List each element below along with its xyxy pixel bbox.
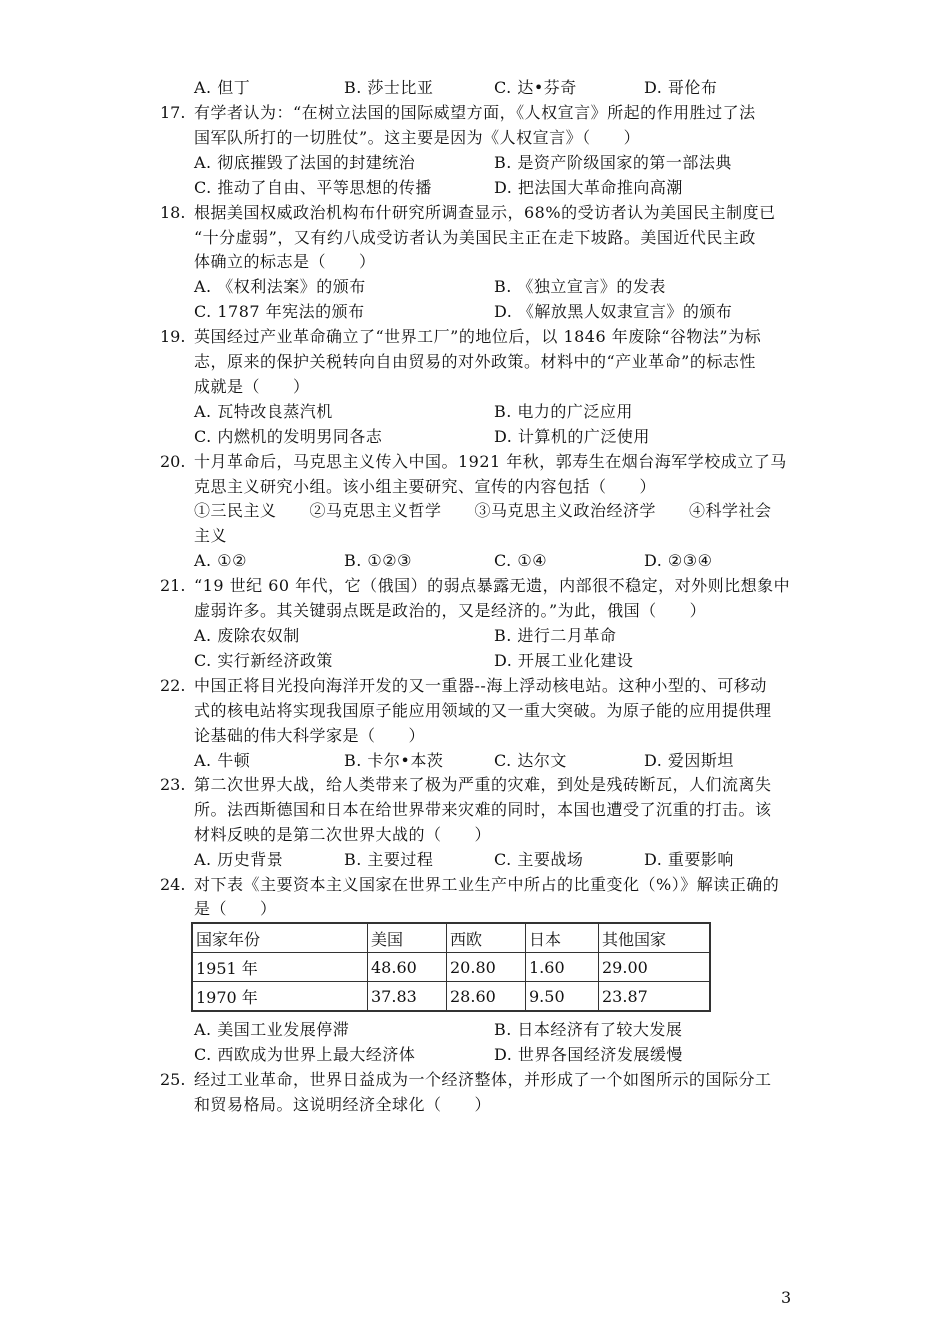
table-row [192,982,710,1012]
q22-stem-line: 式的核电站将实现我国原子能应用领域的又一重大突破。为原子能的应用提供理 [194,701,772,720]
table-cell: 48.60 [368,953,447,982]
table-cell: 29.00 [599,953,711,982]
q18-stem-line: 体确立的标志是（ ） [194,252,376,271]
q22-number: 22. [160,676,186,695]
page-number: 3 [781,1288,792,1307]
q19-option-b: B. 电力的广泛应用 [494,402,633,421]
q18-stem-line: 根据美国权威政治机构布什研究所调查显示，68%的受访者认为美国民主制度已 [194,203,776,222]
q18-stem-line: “十分虚弱”，又有约八成受访者认为美国民主正在走下坡路。美国近代民主政 [194,228,756,247]
table-header-cell: 西欧 [447,923,526,953]
q17-number: 17. [160,103,186,122]
q18-option-b: B. 《独立宣言》的发表 [494,277,666,296]
q24-stem-line: 是（ ） [194,899,277,918]
q18-option-a: A. 《权利法案》的颁布 [194,277,366,296]
q20-option-a: A. ①② [194,551,247,570]
q21-option-c: C. 实行新经济政策 [194,651,333,670]
table-header-row [192,923,710,953]
q24-option-b: B. 日本经济有了较大发展 [494,1020,683,1039]
q17-option-b: B. 是资产阶级国家的第一部法典 [494,153,732,172]
q23-option-b: B. 主要过程 [344,850,434,869]
q19-stem-line: 成就是（ ） [194,377,310,396]
q20-option-c: C. ①④ [494,551,548,570]
q23-option-d: D. 重要影响 [644,850,734,869]
q25-stem-line: 和贸易格局。这说明经济全球化（ ） [194,1095,492,1114]
q16-option-d: D. 哥伦布 [644,78,718,97]
q22-stem-line: 论基础的伟大科学家是（ ） [194,726,426,745]
q20-stem-line: 主义 [194,526,228,545]
q17-stem-line: 国军队所打的一切胜仗”。这主要是因为《人权宣言》（ ） [194,128,641,147]
table-cell: 1.60 [526,953,599,982]
q24-stem-line: 对下表《主要资本主义国家在世界工业生产中所占的比重变化（%）》解读正确的 [194,875,780,894]
q25-number: 25. [160,1070,186,1089]
q19-option-c: C. 内燃机的发明男同各志 [194,427,383,446]
q21-option-a: A. 废除农奴制 [194,626,300,645]
q24-option-c: C. 西欧成为世界上最大经济体 [194,1045,416,1064]
q19-stem-line: 志，原来的保护关税转向自由贸易的对外政策。材料中的“产业革命”的标志性 [194,352,756,371]
q23-option-a: A. 历史背景 [194,850,284,869]
q17-option-d: D. 把法国大革命推向高潮 [494,178,683,197]
q19-option-d: D. 计算机的广泛使用 [494,427,650,446]
q23-number: 23. [160,775,186,794]
q16-option-a: A. 但丁 [194,78,251,97]
q17-option-c: C. 推动了自由、平等思想的传播 [194,178,432,197]
industry-share-table [191,922,711,1012]
q19-number: 19. [160,327,186,346]
q22-option-a: A. 牛顿 [194,751,251,770]
q21-stem-line: “19 世纪 60 年代，它（俄国）的弱点暴露无遗，内部很不稳定，对外则比想象中 [194,576,791,595]
table-cell: 23.87 [599,982,711,1012]
q20-stem-line: ①三民主义 ②马克思主义哲学 ③马克思主义政治经济学 ④科学社会 [194,501,772,520]
table-row [192,953,710,982]
q18-option-d: D. 《解放黑人奴隶宣言》的颁布 [494,302,733,321]
q21-option-d: D. 开展工业化建设 [494,651,634,670]
table-header-cell: 美国 [368,923,447,953]
q24-option-d: D. 世界各国经济发展缓慢 [494,1045,683,1064]
q24-number: 24. [160,875,186,894]
q23-stem-line: 所。法西斯德国和日本在给世界带来灾难的同时，本国也遭受了沉重的打击。该 [194,800,772,819]
q17-stem-line: 有学者认为：“在树立法国的国际威望方面，《人权宣言》所起的作用胜过了法 [194,103,756,122]
q21-option-b: B. 进行二月革命 [494,626,617,645]
q25-stem-line: 经过工业革命，世界日益成为一个经济整体，并形成了一个如图所示的国际分工 [194,1070,772,1089]
table-cell: 1970 年 [192,982,368,1012]
q21-number: 21. [160,576,186,595]
q21-stem-line: 虚弱许多。其关键弱点既是政治的，又是经济的。”为此，俄国（ ） [194,601,707,620]
table-header-cell: 其他国家 [599,923,711,953]
table-cell: 9.50 [526,982,599,1012]
q18-option-c: C. 1787 年宪法的颁布 [194,302,365,321]
q20-option-b: B. ①②③ [344,551,412,570]
q22-option-b: B. 卡尔•本茨 [344,751,444,770]
q16-option-c: C. 达•芬奇 [494,78,577,97]
q18-number: 18. [160,203,186,222]
q22-option-d: D. 爱因斯坦 [644,751,734,770]
q20-stem-line: 十月革命后，马克思主义传入中国。1921 年秋，郭寿生在烟台海军学校成立了马 [194,452,787,471]
table-header-cell: 国家年份 [192,923,368,953]
q16-option-b: B. 莎士比亚 [344,78,434,97]
q23-option-c: C. 主要战场 [494,850,584,869]
table-cell: 28.60 [447,982,526,1012]
q22-option-c: C. 达尔文 [494,751,567,770]
table-cell: 1951 年 [192,953,368,982]
q22-stem-line: 中国正将目光投向海洋开发的又一重器--海上浮动核电站。这种小型的、可移动 [194,676,767,695]
q19-stem-line: 英国经过产业革命确立了“世界工厂”的地位后，以 1846 年废除“谷物法”为标 [194,327,762,346]
q19-option-a: A. 瓦特改良蒸汽机 [194,402,333,421]
table-cell: 37.83 [368,982,447,1012]
table-header-cell: 日本 [526,923,599,953]
q20-stem-line: 克思主义研究小组。该小组主要研究、宣传的内容包括（ ） [194,477,657,496]
q20-option-d: D. ②③④ [644,551,713,570]
q17-option-a: A. 彻底摧毁了法国的封建统治 [194,153,416,172]
q24-option-a: A. 美国工业发展停滞 [194,1020,350,1039]
q23-stem-line: 第二次世界大战，给人类带来了极为严重的灾难，到处是残砖断瓦，人们流离失 [194,775,772,794]
q23-stem-line: 材料反映的是第二次世界大战的（ ） [194,825,492,844]
table-cell: 20.80 [447,953,526,982]
q20-number: 20. [160,452,186,471]
